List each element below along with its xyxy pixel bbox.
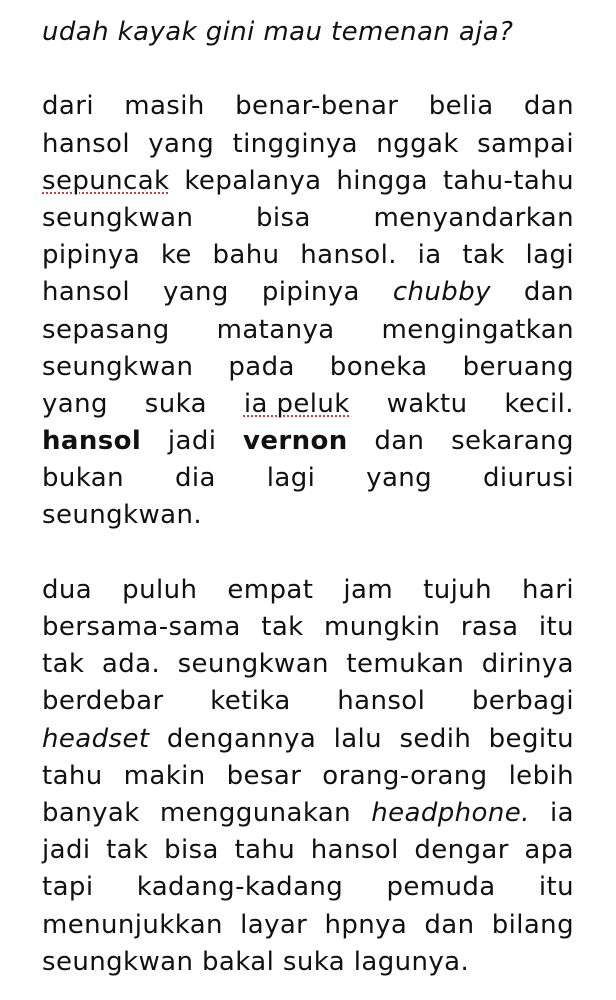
word: rasa [460,612,519,642]
word: hansol [310,835,399,866]
word: lebih [508,760,574,791]
word: ada. [101,649,161,680]
word: ketika [210,686,291,717]
word: jam [343,574,394,605]
word: tahu-tahu [442,165,574,196]
word: dengannya [166,723,317,754]
word: lagunya. [353,946,470,977]
word: sepasang [42,314,170,345]
word: besar [226,760,302,791]
word: tak [261,612,304,642]
text-line [42,869,574,906]
word: tak [462,240,505,271]
paragraph-gap [42,535,574,572]
text-line [42,386,574,423]
word: hpnya [324,909,408,940]
text-line [42,646,574,683]
word: ia [417,240,442,271]
word: bersama-sama [42,612,241,642]
word: mungkin [324,612,441,642]
word: bilang [491,909,574,940]
paragraph-gap [42,51,574,88]
word: bukan [42,463,124,494]
word: pada [228,351,295,382]
word: banyak [42,797,140,828]
text-line [42,721,574,758]
word: begitu [488,723,574,754]
word: seungkwan [177,649,329,680]
text-line [42,423,574,460]
word: hari [522,574,574,605]
word: kecil. [504,388,574,419]
text-line [42,907,574,944]
word: tak [42,649,85,680]
word: bahu [212,240,280,271]
word: dirinya [481,649,574,680]
word: boneka [329,351,428,382]
word: seungkwan [42,351,194,382]
word: menggunakan [159,797,352,828]
word: ia [550,797,574,828]
word: waktu [386,388,468,419]
word: sepuncak [42,165,170,196]
story-text [42,14,574,981]
word: berbagi [471,686,574,717]
text-line [42,237,574,274]
word: mengingatkan [381,314,574,345]
word: orang-orang [322,760,488,791]
word: seungkwan. [42,500,202,531]
word: dari [42,91,94,122]
word: itu [538,612,574,642]
text-line [42,460,574,497]
word: apa [524,835,574,866]
word: bisa [164,835,219,866]
word: berdebar [42,686,164,717]
word: yang [162,277,229,308]
text-line [42,832,574,869]
text-line [42,572,574,609]
text-line [42,609,574,646]
word: kepalanya [184,165,322,196]
word: sedih [399,723,472,754]
word: benar-benar [235,91,399,122]
word: hansol [42,277,130,308]
word: itu [538,872,574,903]
word: tapi [42,872,94,903]
word: dan [523,91,574,122]
word: pipinya [42,240,141,271]
text-line [42,497,574,534]
word: hansol [337,686,426,717]
text-line [42,200,574,237]
word: dia [174,463,216,494]
text-line [42,126,574,163]
word: tak [106,835,149,866]
word: headphone. [371,797,530,828]
word: yang [148,128,215,159]
word: yang [366,463,433,494]
word: hansol [42,128,130,159]
paragraph [42,88,574,534]
word: tingginya [232,128,358,159]
text-line [42,88,574,125]
word: hansol [42,426,142,457]
word: makin [123,760,206,791]
word: tahu [234,835,296,866]
word: menyandarkan [373,202,574,233]
text-line [42,312,574,349]
word: pipinya [261,277,360,308]
word: kadang-kadang [136,872,344,903]
word: tujuh [423,574,492,605]
word: suka [144,388,207,419]
word: dan [374,426,425,457]
word: jadi [167,426,217,457]
text-line [42,163,574,200]
paragraph [42,572,574,981]
word: dua [42,574,93,605]
word: headset [42,723,150,754]
word: lalu [333,723,383,754]
text-line [42,14,574,51]
word: ia peluk [243,388,350,419]
text-line [42,683,574,720]
word: lagi [525,240,574,271]
word: empat [227,574,314,605]
text-line [42,795,574,832]
word: suka [282,946,346,977]
word: jadi [42,835,91,866]
word: hingga [336,165,428,196]
word: dan [523,277,574,308]
word: lagi [266,463,316,494]
word: seungkwan [42,202,194,233]
word: layar [240,909,308,940]
word: puluh [122,574,198,605]
word: diurusi [483,463,574,494]
word: chubby [392,277,491,308]
word: dan [424,909,475,940]
word: bisa [255,202,311,233]
word: hansol. [300,240,397,271]
text-line [42,944,574,981]
word: dengar [414,835,509,866]
word: sampai [477,128,574,159]
word: udah kayak gini mau temenan aja? [42,17,514,47]
word: masih [124,91,205,122]
word: sekarang [451,426,574,457]
text-line [42,274,574,311]
word: belia [428,91,494,122]
word: vernon [242,426,348,457]
word: nggak [376,128,459,159]
word: beruang [462,351,574,382]
word: temukan [346,649,465,680]
word: matanya [216,314,335,345]
word: pemuda [386,872,496,903]
word: menunjukkan [42,909,223,940]
word: tahu [42,760,103,791]
paragraph [42,14,574,51]
word: seungkwan [42,946,194,977]
text-line [42,758,574,795]
text-line [42,349,574,386]
word: ke [160,240,192,271]
word: bakal [202,946,275,977]
word: yang [42,388,108,419]
